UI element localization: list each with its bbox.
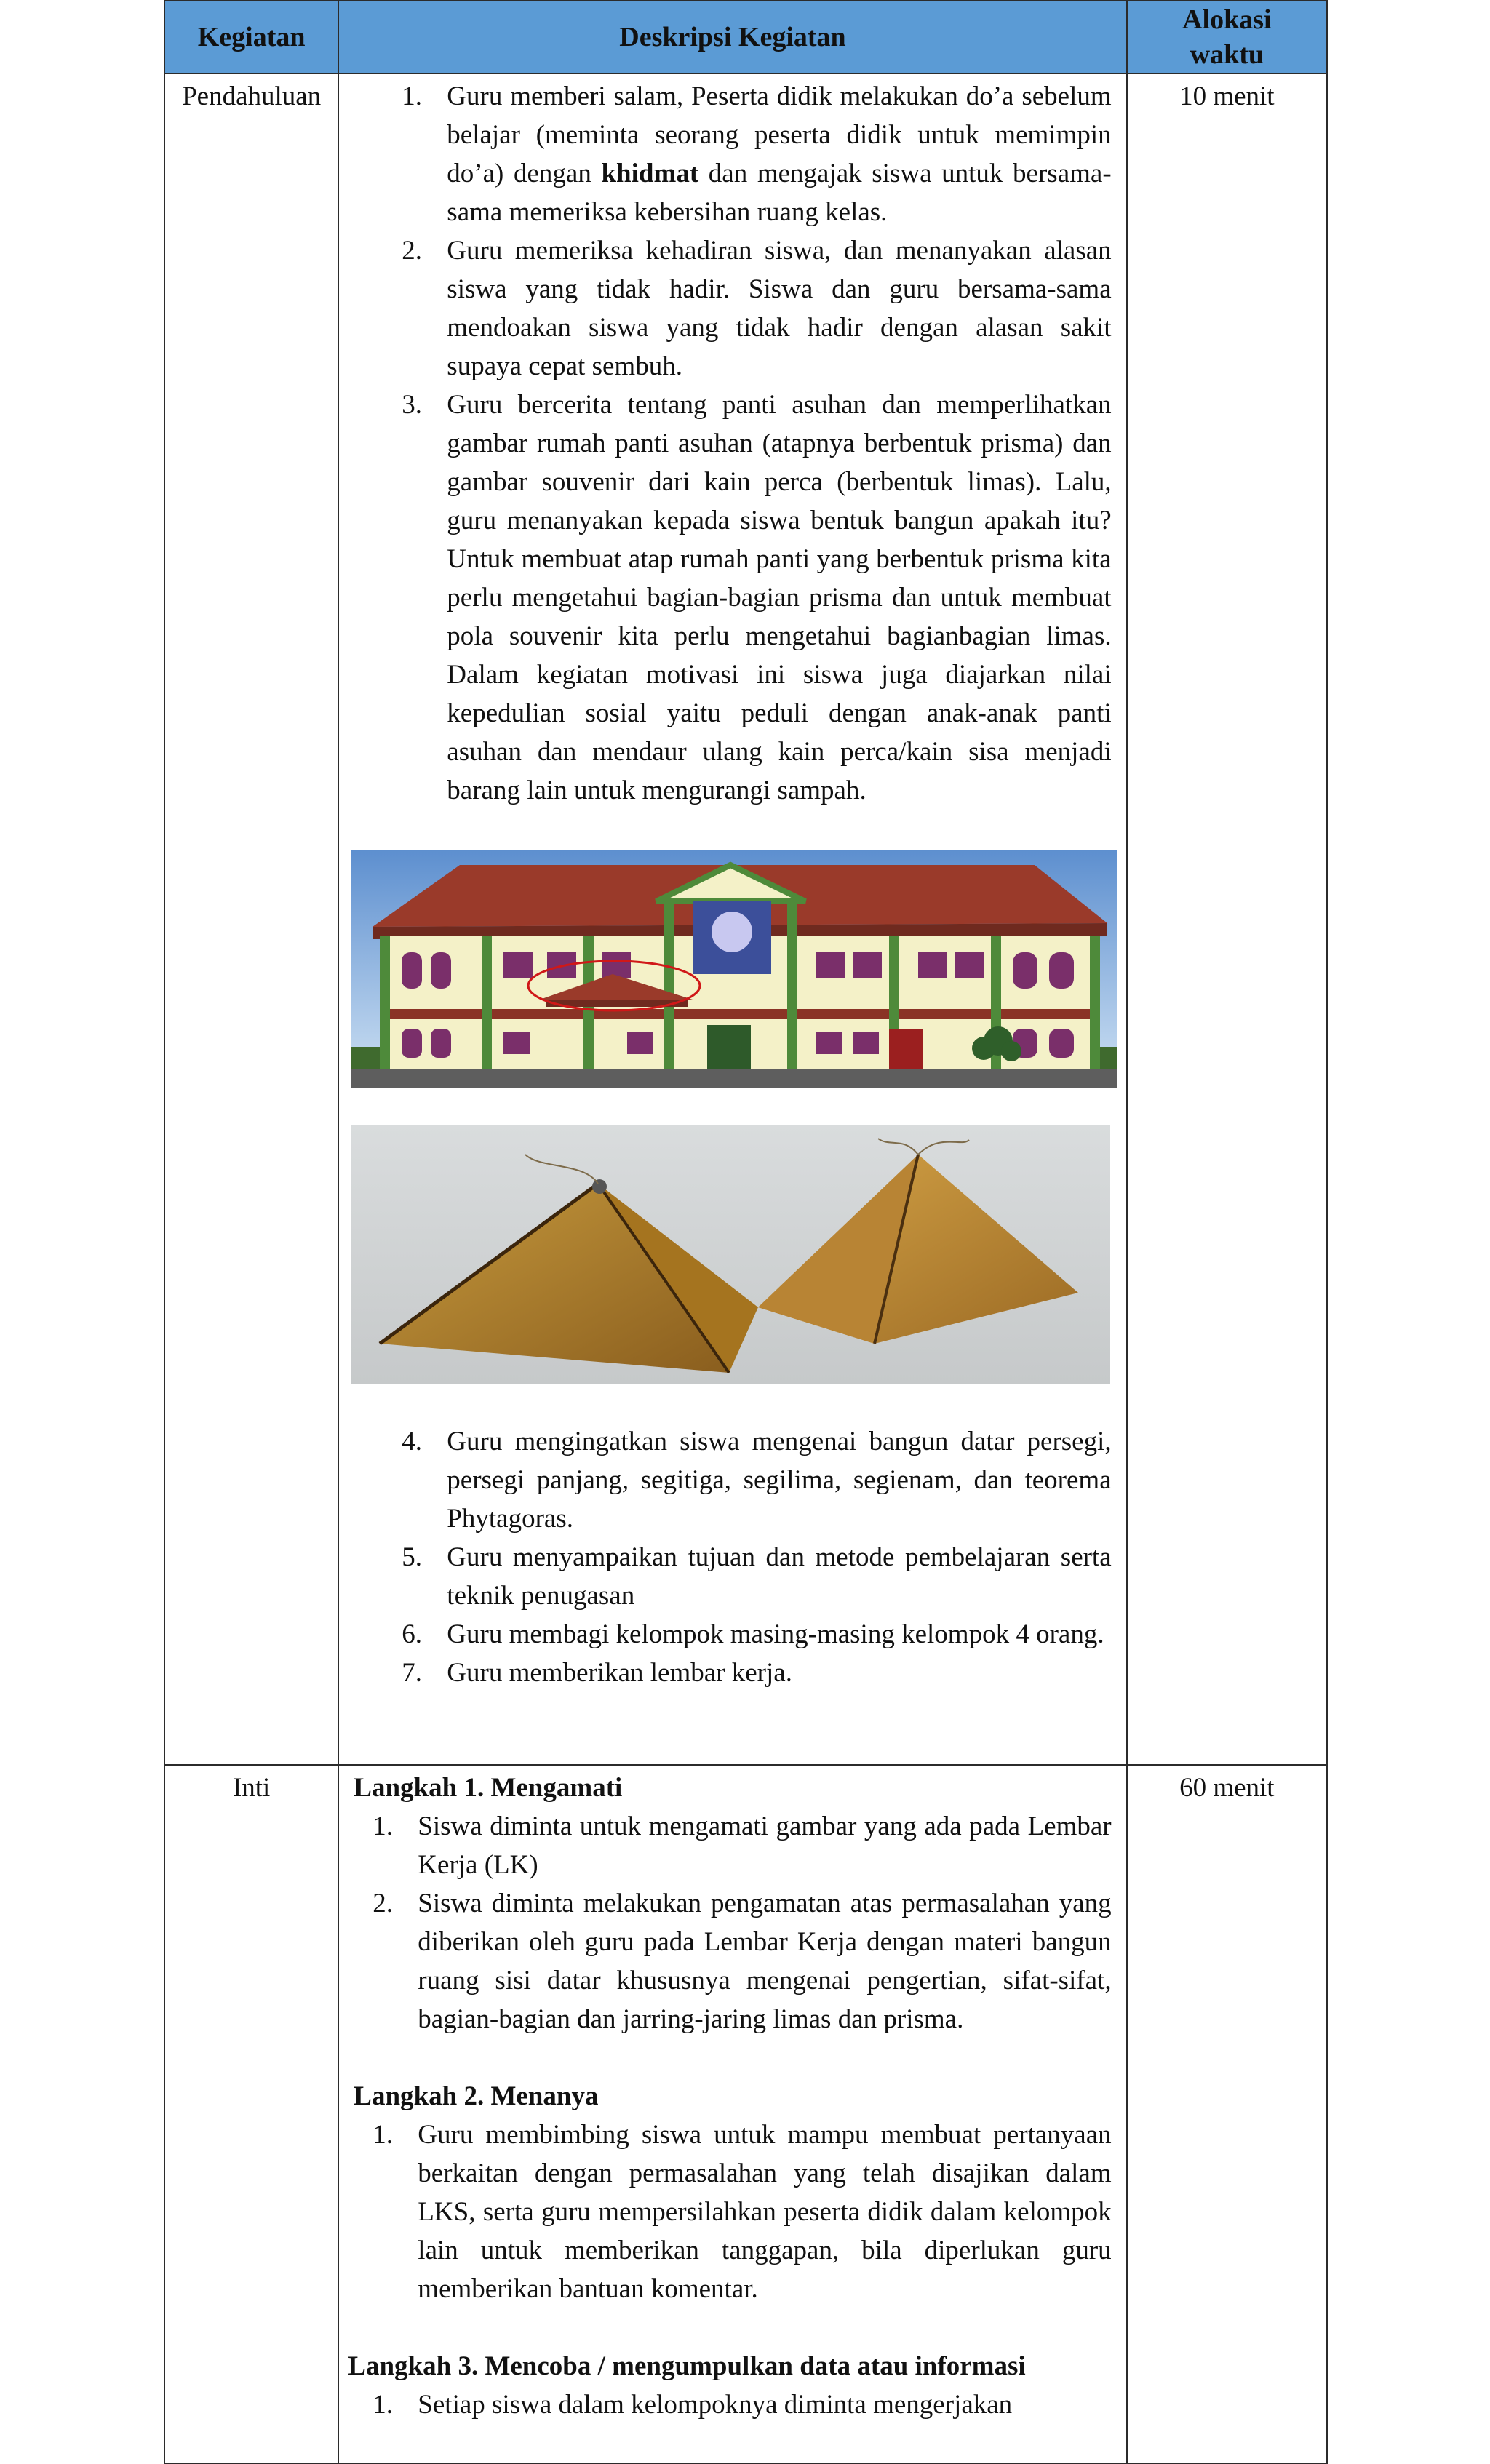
row-pendahuluan — [164, 73, 1327, 1765]
souvenir-image — [351, 1125, 1110, 1384]
list-item — [402, 1615, 1111, 1654]
header-kegiatan: Kegiatan — [164, 1, 338, 73]
header-alokasi: Alokasi waktu — [1127, 1, 1327, 73]
cell-inti-time: 60 menit — [1127, 1765, 1327, 2463]
cell-pendahuluan-time: 10 menit — [1127, 73, 1327, 1765]
item-text: Guru memberikan lembar kerja. — [447, 1658, 792, 1688]
item-text: Guru memberi salam, Peserta didik melakukan do’a sebelum belajar (meminta seorang peserta didik untuk memimpin do’a) dengan — [447, 81, 1112, 188]
list-item — [372, 1807, 1112, 1884]
item-text: dan mengajak siswa untuk bersama-sama memeriksa kebersihan ruang kelas. — [447, 159, 1112, 227]
step-list — [354, 1807, 1111, 2038]
list-item — [372, 2116, 1112, 2308]
cell-inti-label: Inti — [164, 1765, 338, 2463]
pendahuluan-list-b — [339, 1422, 1126, 1692]
step-title: Langkah 3. Mencoba / mengumpulkan data atau informasi — [348, 2351, 1026, 2381]
item-number: 4. — [402, 1427, 423, 1456]
item-text: Setiap siswa dalam kelompoknya diminta mengerjakan — [418, 2390, 1013, 2420]
item-text: Guru bercerita tentang panti asuhan dan memperlihatkan gambar rumah panti asuhan (atapnya berbentuk prisma) dan gambar souvenir dari kain perca (berbentuk limas). Lalu, guru menanyakan kepada siswa bentuk bangun apakah itu? Untuk membuat atap rumah panti yang berbentuk prisma kita perlu mengetahui bagian-bagian prisma dan untuk membuat pola souvenir kita perlu mengetahui bagianbagian limas. Dalam kegiatan motivasi ini siswa juga diajarkan nilai kepedulian sosial yaitu peduli dengan anak-anak panti asuhan dan mendaur ulang kain perca/kain sisa menjadi barang lain untuk mengurangi sampah. — [447, 390, 1112, 805]
item-number: 7. — [402, 1658, 423, 1688]
cell-pendahuluan-label: Pendahuluan — [164, 73, 338, 1765]
cell-inti-desc — [338, 1765, 1126, 2463]
list-item — [402, 1422, 1112, 1538]
item-number: 2. — [402, 236, 423, 266]
list-item — [402, 231, 1112, 386]
step-title: Langkah 1. Mengamati — [354, 1773, 623, 1803]
cell-pendahuluan-desc — [338, 73, 1126, 1765]
item-text: Guru mengingatkan siswa mengenai bangun datar persegi, persegi panjang, segitiga, segilima, segienam, dan teorema Phytagoras. — [447, 1427, 1112, 1534]
list-item — [372, 2385, 1111, 2424]
item-text: Guru membimbing siswa untuk mampu membuat pertanyaan berkaitan dengan permasalahan yang telah disajikan dalam LKS, serta guru mempersilahkan peserta didik dalam kelompok lain untuk memberikan tanggapan, bila diperlukan guru memberikan bantuan komentar. — [418, 2120, 1112, 2304]
item-number: 1. — [372, 1811, 394, 1841]
list-item — [402, 1654, 1111, 1692]
item-text: Guru menyampaikan tujuan dan metode pembelajaran serta teknik penugasan — [447, 1542, 1112, 1611]
item-number: 3. — [402, 390, 423, 420]
list-item — [402, 386, 1112, 810]
header-deskripsi: Deskripsi Kegiatan — [338, 1, 1126, 73]
list-item — [402, 77, 1112, 231]
item-number: 5. — [402, 1542, 423, 1572]
pendahuluan-list-a — [339, 74, 1126, 810]
item-number: 2. — [372, 1889, 394, 1918]
item-number: 1. — [402, 81, 423, 111]
item-number: 1. — [372, 2120, 394, 2150]
building-image — [351, 850, 1118, 1088]
item-bold-text: khidmat — [601, 159, 699, 188]
activity-table — [164, 0, 1328, 2464]
item-number: 1. — [372, 2390, 394, 2420]
header-row — [164, 1, 1327, 73]
item-text: Guru memeriksa kehadiran siswa, dan menanyakan alasan siswa yang tidak hadir. Siswa dan guru bersama-sama mendoakan siswa yang tidak hadir dengan alasan sakit supaya cepat sembuh. — [447, 236, 1112, 381]
step-list — [354, 2385, 1111, 2424]
step-list — [354, 2116, 1111, 2308]
item-number: 6. — [402, 1619, 423, 1649]
item-text: Siswa diminta untuk mengamati gambar yang ada pada Lembar Kerja (LK) — [418, 1811, 1112, 1880]
list-item — [402, 1538, 1112, 1615]
list-item — [372, 1884, 1112, 2038]
step-title: Langkah 2. Menanya — [354, 2081, 599, 2111]
item-text: Guru membagi kelompok masing-masing kelompok 4 orang. — [447, 1619, 1104, 1649]
row-inti — [164, 1765, 1327, 2463]
item-text: Siswa diminta melakukan pengamatan atas permasalahan yang diberikan oleh guru pada Lembar Kerja dengan materi bangun ruang sisi datar khususnya mengenai pengertian, sifat-sifat, bagian-bagian dan jarring-jaring limas dan prisma. — [418, 1889, 1112, 2034]
